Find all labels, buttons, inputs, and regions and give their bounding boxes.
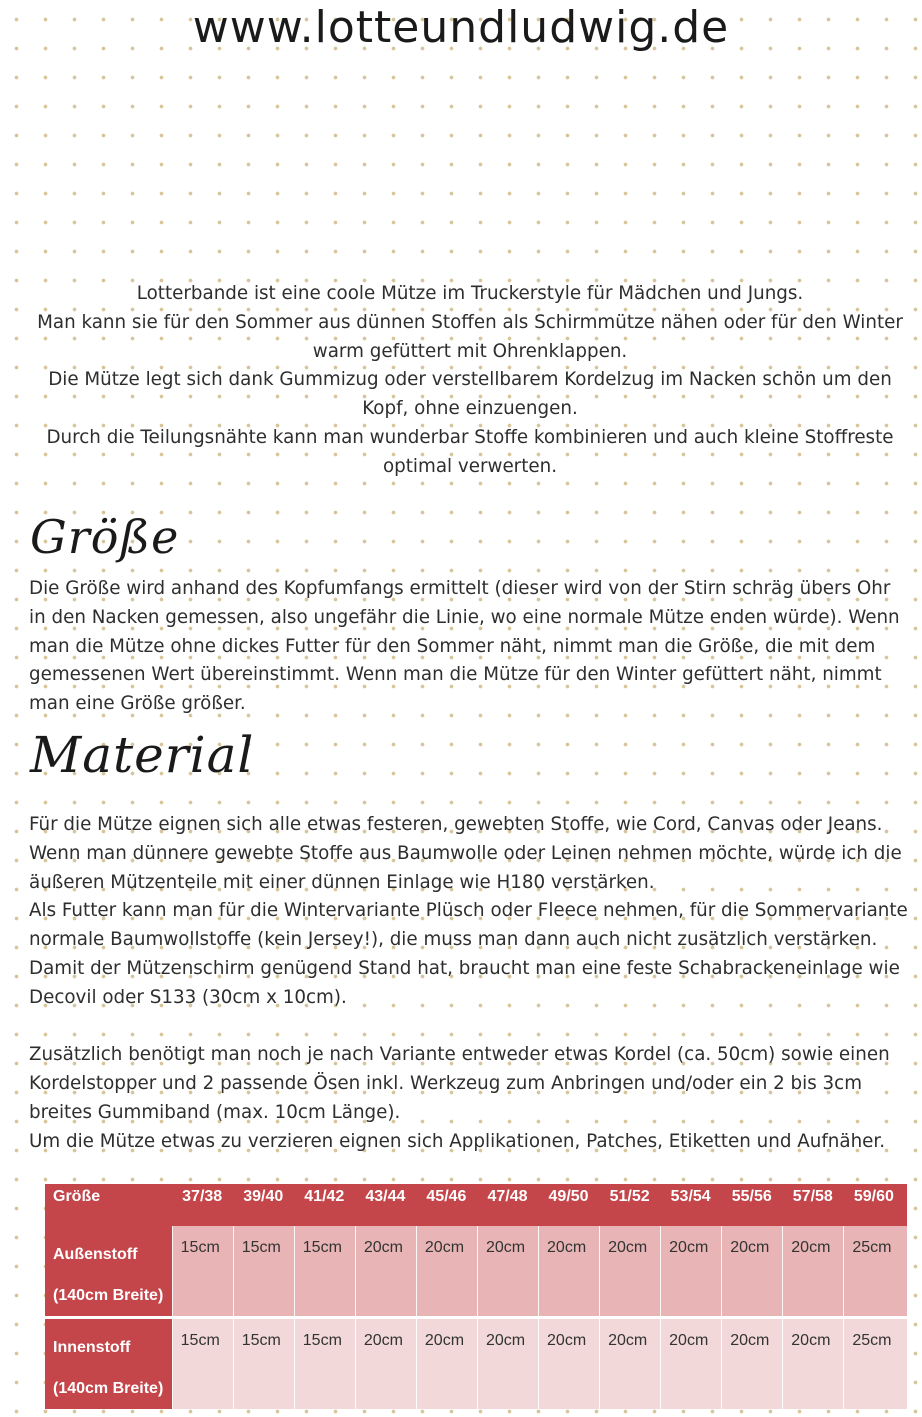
size-column-header: 45/46 bbox=[416, 1184, 477, 1226]
material-paragraph: Damit der Mützenschirm genügend Stand hat, braucht man eine feste Schabrackeneinlage wie Decovil oder S133 (30cm x 10cm). bbox=[29, 957, 900, 1008]
table-cell: 20cm bbox=[477, 1318, 538, 1410]
material-paragraph: Um die Mütze etwas zu verzieren eignen sich Applikationen, Patches, Etiketten und Aufnäher. bbox=[29, 1130, 886, 1152]
table-cell: 20cm bbox=[722, 1226, 783, 1318]
size-column-header: 59/60 bbox=[844, 1184, 907, 1226]
intro-line: Man kann sie für den Sommer aus dünnen Stoffen als Schirmmütze nähen oder für den Winter warm gefüttert mit Ohrenklappen. bbox=[37, 311, 903, 362]
table-header-label: Größe bbox=[45, 1184, 172, 1226]
material-description bbox=[29, 811, 909, 1157]
size-table-wrapper bbox=[45, 1184, 907, 1409]
table-cell: 20cm bbox=[416, 1226, 477, 1318]
table-cell: 25cm bbox=[844, 1226, 907, 1318]
row-label bbox=[45, 1318, 172, 1410]
size-description bbox=[29, 575, 909, 719]
table-cell: 20cm bbox=[539, 1318, 600, 1410]
size-column-header: 55/56 bbox=[722, 1184, 783, 1226]
table-cell: 15cm bbox=[233, 1318, 294, 1410]
table-cell: 20cm bbox=[783, 1226, 844, 1318]
table-cell: 20cm bbox=[416, 1318, 477, 1410]
size-column-header: 47/48 bbox=[477, 1184, 538, 1226]
table-cell: 15cm bbox=[294, 1318, 355, 1410]
table-cell: 20cm bbox=[539, 1226, 600, 1318]
intro-text bbox=[30, 280, 910, 482]
row-label-main: Außenstoff bbox=[53, 1246, 138, 1263]
table-cell: 15cm bbox=[233, 1226, 294, 1318]
size-column-header: 51/52 bbox=[600, 1184, 661, 1226]
table-cell: 15cm bbox=[294, 1226, 355, 1318]
intro-line: Lotterbande ist eine coole Mütze im Truckerstyle für Mädchen und Jungs. bbox=[136, 283, 804, 304]
table-row bbox=[45, 1318, 907, 1410]
size-heading: Größe bbox=[30, 510, 180, 564]
row-label bbox=[45, 1226, 172, 1318]
row-label-sub: (140cm Breite) bbox=[53, 1287, 164, 1304]
table-cell: 20cm bbox=[355, 1318, 416, 1410]
material-paragraph: Zusätzlich benötigt man noch je nach Variante entweder etwas Kordel (ca. 50cm) sowie einen Kordelstopper und 2 passende Ösen inkl. Werkzeug zum Anbringen und/oder ein 2 bis 3cm breites Gummiband (max. 10cm Länge). bbox=[29, 1044, 890, 1123]
row-label-sub: (140cm Breite) bbox=[53, 1380, 164, 1397]
size-column-header: 39/40 bbox=[233, 1184, 294, 1226]
table-cell: 25cm bbox=[844, 1318, 907, 1410]
size-column-header: 43/44 bbox=[355, 1184, 416, 1226]
table-header-row bbox=[45, 1184, 907, 1226]
table-cell: 20cm bbox=[783, 1318, 844, 1410]
size-column-header: 41/42 bbox=[294, 1184, 355, 1226]
material-paragraph: Für die Mütze eignen sich alle etwas festeren, gewebten Stoffe, wie Cord, Canvas oder Jeans. Wenn man dünnere gewebte Stoffe aus Baumwolle oder Leinen nehmen möchte, würde ich die äußeren Mützenteile mit einer dünnen Einlage wie H180 verstärken. bbox=[29, 814, 902, 893]
paragraph-spacer bbox=[29, 1013, 909, 1042]
size-column-header: 37/38 bbox=[172, 1184, 233, 1226]
fabric-size-table bbox=[45, 1184, 907, 1409]
table-cell: 15cm bbox=[172, 1226, 233, 1318]
size-column-header: 49/50 bbox=[539, 1184, 600, 1226]
size-column-header: 57/58 bbox=[783, 1184, 844, 1226]
material-heading: Material bbox=[30, 726, 255, 784]
intro-line: Durch die Teilungsnähte kann man wunderbar Stoffe kombinieren und auch kleine Stoffreste optimal verwerten. bbox=[46, 426, 894, 477]
table-cell: 20cm bbox=[477, 1226, 538, 1318]
intro-line: Die Mütze legt sich dank Gummizug oder verstellbarem Kordelzug im Nacken schön um den Kopf, ohne einzuengen. bbox=[48, 369, 892, 420]
row-label-main: Innenstoff bbox=[53, 1339, 131, 1356]
table-cell: 20cm bbox=[722, 1318, 783, 1410]
size-paragraph: Die Größe wird anhand des Kopfumfangs ermittelt (dieser wird von der Stirn schräg übers Ohr in den Nacken gemessen, also ungefähr die Linie, wo eine normale Mütze enden würde). Wenn man die Mütze ohne dickes Futter für den Sommer näht, nimmt man die Größe, die mit dem gemessenen Wert übereinstimmt. Wenn man die Mütze für den Winter gefüttert näht, nimmt man eine Größe größer. bbox=[29, 578, 900, 715]
material-paragraph: Als Futter kann man für die Wintervariante Plüsch oder Fleece nehmen, für die Sommervariante normale Baumwollstoffe (kein Jersey!), die muss man dann auch nicht zusätzlich verstärken. bbox=[29, 900, 908, 951]
table-cell: 20cm bbox=[661, 1226, 722, 1318]
table-cell: 15cm bbox=[172, 1318, 233, 1410]
table-cell: 20cm bbox=[600, 1226, 661, 1318]
table-cell: 20cm bbox=[600, 1318, 661, 1410]
table-cell: 20cm bbox=[355, 1226, 416, 1318]
table-cell: 20cm bbox=[661, 1318, 722, 1410]
size-column-header: 53/54 bbox=[661, 1184, 722, 1226]
site-url-title: www.lotteundludwig.de bbox=[192, 2, 730, 53]
table-row bbox=[45, 1226, 907, 1318]
